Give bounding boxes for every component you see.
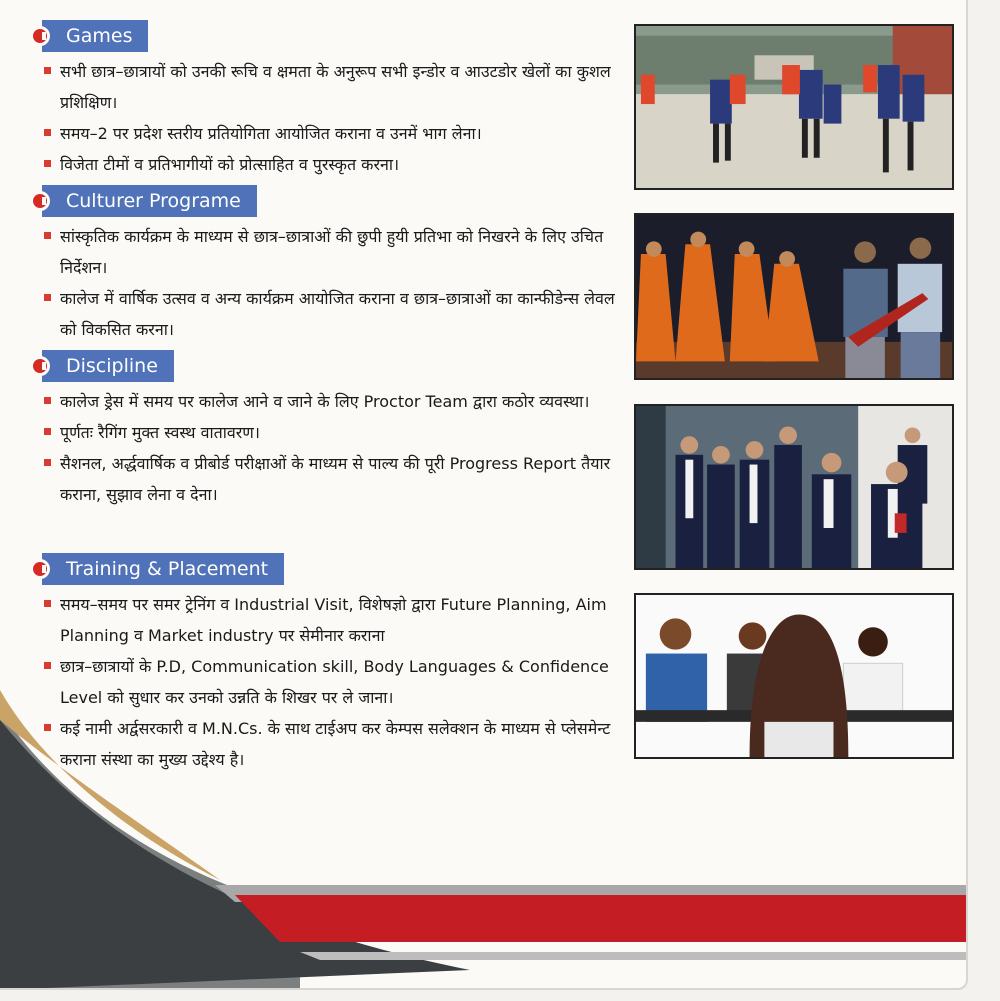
discipline-photo — [634, 404, 954, 570]
square-bullet-icon — [44, 600, 51, 607]
square-bullet-icon — [44, 160, 51, 167]
list-item: सांस्कृतिक कार्यक्रम के माध्यम से छात्र–छात्राओं की छुपी हुयी प्रतिभा को निखरने के लिए उचित निर्देशन। — [36, 221, 626, 283]
section-heading: Culturer Programe — [42, 185, 257, 217]
square-bullet-icon — [44, 428, 51, 435]
list-item: कालेज ड्रेस में समय पर कालेज आने व जाने के लिए Proctor Team द्वारा कठोर व्यवस्था। — [36, 386, 626, 417]
list-item: समय–समय पर समर ट्रेनिंग व Industrial Visit, विशेषज्ञो द्वारा Future Planning, Aim Planning व Market industry पर सेमीनार कराना — [36, 589, 626, 651]
square-bullet-icon — [44, 662, 51, 669]
section-cultural — [36, 185, 626, 345]
red-circle-icon — [30, 356, 50, 376]
square-bullet-icon — [44, 459, 51, 466]
list-item: कालेज में वार्षिक उत्सव व अन्य कार्यक्रम आयोजित कराना व छात्र–छात्राओं का कान्फीडेन्स लेवल को विकसित करना। — [36, 283, 626, 345]
section-discipline — [36, 350, 626, 510]
list-item: सैशनल, अर्द्धवार्षिक व प्रीबोर्ड परीक्षाओं के माध्यम से पाल्य की पूरी Progress Report तैयार कराना, सुझाव लेना व देना। — [36, 448, 626, 510]
square-bullet-icon — [44, 397, 51, 404]
square-bullet-icon — [44, 129, 51, 136]
square-bullet-icon — [44, 294, 51, 301]
section-heading: Games — [42, 20, 148, 52]
square-bullet-icon — [44, 232, 51, 239]
section-games — [36, 20, 626, 180]
list-item: कई नामी अर्द्वसरकारी व M.N.Cs. के साथ टाईअप कर केम्पस सलेक्शन के माध्यम से प्लेसमेन्ट कराना संस्था का मुख्य उद्देश्य है। — [36, 713, 626, 775]
cultural-photo — [634, 213, 954, 380]
red-circle-icon — [30, 26, 50, 46]
decorative-swoosh — [0, 680, 966, 990]
square-bullet-icon — [44, 67, 51, 74]
list-item: समय–2 पर प्रदेश स्तरीय प्रतियोगिता आयोजित कराना व उनमें भाग लेना। — [36, 118, 626, 149]
bullet-list — [36, 56, 626, 180]
list-item: विजेता टीमों व प्रतिभागीयों को प्रोत्साहित व पुरस्कृत करना। — [36, 149, 626, 180]
bullet-list — [36, 386, 626, 510]
list-item: सभी छात्र–छात्रायों को उनकी रूचि व क्षमता के अनुरूप सभी इन्डोर व आउटडोर खेलों का कुशल प्रशिक्षिण। — [36, 56, 626, 118]
bullet-list — [36, 221, 626, 345]
list-item: पूर्णतः रैगिंग मुक्त स्वस्थ वातावरण। — [36, 417, 626, 448]
red-circle-icon — [30, 559, 50, 579]
games-photo — [634, 24, 954, 190]
red-circle-icon — [30, 191, 50, 211]
section-heading: Training & Placement — [42, 553, 284, 585]
list-item: छात्र–छात्रायों के P.D, Communication skill, Body Languages & Confidence Level को सुधार कर उनको उन्नति के शिखर पर ले जाना। — [36, 651, 626, 713]
section-heading: Discipline — [42, 350, 174, 382]
